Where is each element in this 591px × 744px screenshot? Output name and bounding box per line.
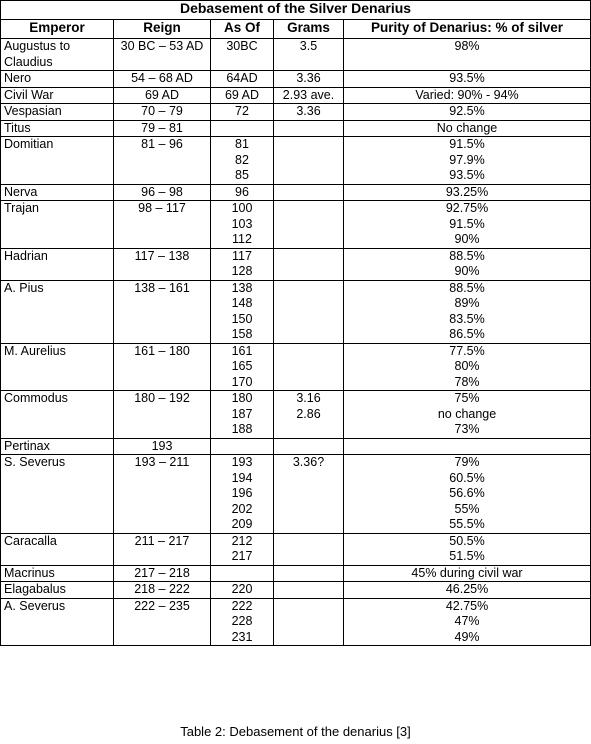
cell-as-of-line: 231 <box>231 629 253 644</box>
cell-purity-line: 93.5% <box>449 71 485 85</box>
cell-as-of-line: 187 <box>231 406 253 421</box>
cell-emperor: Civil War <box>1 87 114 104</box>
cell-grams-line: 3.5 <box>299 39 318 53</box>
table-row <box>1 39 591 71</box>
cell-as-of <box>211 533 274 565</box>
cell-reign: 218 – 222 <box>114 582 211 599</box>
cell-grams <box>274 438 344 455</box>
cell-as-of-line: 165 <box>231 359 253 373</box>
table-row <box>1 71 591 88</box>
table-row <box>1 104 591 121</box>
cell-reign: 217 – 218 <box>114 565 211 582</box>
cell-as-of <box>211 71 274 88</box>
cell-reign: 98 – 117 <box>114 201 211 249</box>
cell-grams-line: 3.16 <box>296 391 321 405</box>
cell-reign: 180 – 192 <box>114 391 211 439</box>
cell-emperor: Titus <box>1 120 114 137</box>
cell-as-of-line: 81 <box>235 137 249 151</box>
cell-as-of-line: 161 <box>231 343 253 358</box>
cell-reign: 70 – 79 <box>114 104 211 121</box>
cell-purity <box>344 582 591 599</box>
cell-as-of <box>211 39 274 71</box>
cell-grams <box>274 201 344 249</box>
cell-purity-line: 86.5% <box>449 327 485 341</box>
cell-reign: 69 AD <box>114 87 211 104</box>
cell-purity <box>344 280 591 343</box>
cell-purity-line: 42.75% <box>445 598 489 613</box>
cell-as-of-line: 217 <box>231 549 253 563</box>
cell-grams-line: 2.93 ave. <box>282 87 335 102</box>
cell-as-of-line: 212 <box>231 533 253 548</box>
cell-as-of-line: 30BC <box>226 39 258 53</box>
cell-as-of <box>211 565 274 582</box>
cell-purity-line: 45% during civil war <box>411 565 523 580</box>
cell-as-of-line: 100 <box>231 201 253 215</box>
cell-reign: 79 – 81 <box>114 120 211 137</box>
cell-emperor: Trajan <box>1 201 114 249</box>
table-row <box>1 280 591 343</box>
cell-as-of-line: 170 <box>231 374 253 389</box>
cell-purity-line: 55% <box>454 501 480 516</box>
cell-purity-line: 88.5% <box>449 248 485 263</box>
cell-as-of-line: 148 <box>231 296 253 310</box>
cell-as-of-line: 82 <box>235 152 249 167</box>
cell-as-of <box>211 120 274 137</box>
table-row <box>1 565 591 582</box>
cell-as-of-line: 222 <box>231 598 253 613</box>
header-emperor: Emperor <box>1 20 114 39</box>
cell-emperor: A. Pius <box>1 280 114 343</box>
cell-as-of <box>211 391 274 439</box>
cell-purity-line: 55.5% <box>449 517 485 531</box>
cell-purity-line: 88.5% <box>449 280 485 295</box>
table-row <box>1 455 591 534</box>
cell-reign: 161 – 180 <box>114 343 211 391</box>
cell-purity <box>344 343 591 391</box>
table-row <box>1 201 591 249</box>
cell-purity-line: 92.5% <box>449 104 485 118</box>
cell-purity-line: 49% <box>454 629 480 644</box>
cell-as-of-line: 158 <box>231 327 253 341</box>
table-row <box>1 438 591 455</box>
cell-purity-line: 73% <box>454 422 480 436</box>
cell-grams <box>274 280 344 343</box>
table-row <box>1 391 591 439</box>
cell-purity <box>344 455 591 534</box>
cell-purity-line: 91.5% <box>449 216 485 231</box>
table-caption: Table 2: Debasement of the denarius [3] <box>180 724 411 739</box>
cell-purity-line: 46.25% <box>445 582 489 596</box>
cell-emperor: Domitian <box>1 137 114 185</box>
cell-as-of-line: 85 <box>235 168 249 182</box>
cell-purity-line: Varied: 90% - 94% <box>415 87 519 102</box>
cell-reign: 138 – 161 <box>114 280 211 343</box>
cell-as-of-line: 103 <box>231 216 253 231</box>
cell-as-of-line: 193 <box>231 455 253 469</box>
cell-as-of-line: 112 <box>232 232 252 246</box>
cell-as-of <box>211 280 274 343</box>
cell-grams-line: 3.36 <box>296 71 321 85</box>
cell-reign: 211 – 217 <box>114 533 211 565</box>
cell-as-of-line: 196 <box>231 486 253 500</box>
cell-emperor: Augustus to Claudius <box>1 39 114 71</box>
cell-grams <box>274 565 344 582</box>
table-body <box>1 39 591 646</box>
cell-as-of-line: 188 <box>231 422 253 436</box>
cell-purity-line: 60.5% <box>449 470 485 485</box>
cell-as-of <box>211 137 274 185</box>
cell-as-of-line: 202 <box>231 501 253 516</box>
cell-purity-line: 90% <box>454 264 480 278</box>
cell-as-of-line: 220 <box>231 582 253 596</box>
cell-purity-line: 92.75% <box>445 201 489 215</box>
cell-grams <box>274 39 344 71</box>
cell-as-of-line: 72 <box>235 104 249 118</box>
cell-grams <box>274 120 344 137</box>
cell-as-of-line: 64AD <box>226 71 258 85</box>
cell-as-of-line: 128 <box>231 264 253 278</box>
cell-purity <box>344 120 591 137</box>
table-row <box>1 248 591 280</box>
cell-purity <box>344 438 591 455</box>
cell-emperor: Commodus <box>1 391 114 439</box>
cell-purity <box>344 184 591 201</box>
cell-as-of-line: 180 <box>231 391 253 405</box>
cell-as-of-line: 194 <box>231 470 253 485</box>
cell-as-of <box>211 438 274 455</box>
cell-as-of-line: 150 <box>231 311 253 326</box>
cell-as-of <box>211 455 274 534</box>
cell-purity-line: 98% <box>454 39 480 53</box>
cell-grams <box>274 71 344 88</box>
cell-purity-line: 56.6% <box>449 486 485 500</box>
cell-grams <box>274 343 344 391</box>
cell-purity <box>344 137 591 185</box>
cell-grams <box>274 137 344 185</box>
cell-purity <box>344 565 591 582</box>
cell-purity <box>344 87 591 104</box>
cell-reign: 193 <box>114 438 211 455</box>
cell-emperor: A. Severus <box>1 598 114 646</box>
cell-emperor: Caracalla <box>1 533 114 565</box>
table-title-row <box>1 1 591 20</box>
cell-as-of <box>211 248 274 280</box>
cell-as-of-line: 209 <box>231 517 253 531</box>
cell-purity-line: 89% <box>454 296 480 310</box>
cell-as-of <box>211 598 274 646</box>
cell-purity-line: 51.5% <box>449 549 485 563</box>
cell-grams-line: 2.86 <box>296 406 321 421</box>
cell-grams <box>274 248 344 280</box>
cell-purity-line: 75% <box>454 391 480 405</box>
cell-emperor: Pertinax <box>1 438 114 455</box>
cell-purity-line: no change <box>437 406 497 421</box>
cell-grams <box>274 582 344 599</box>
cell-as-of-line: 138 <box>231 280 253 295</box>
header-grams: Grams <box>274 20 344 39</box>
table-row <box>1 87 591 104</box>
cell-as-of <box>211 343 274 391</box>
cell-purity-line: 47% <box>454 614 480 628</box>
cell-grams <box>274 598 344 646</box>
cell-purity-line: No change <box>436 120 498 135</box>
table-row <box>1 184 591 201</box>
cell-emperor: S. Severus <box>1 455 114 534</box>
table-header-row <box>1 20 591 39</box>
cell-purity <box>344 39 591 71</box>
cell-emperor: Vespasian <box>1 104 114 121</box>
cell-reign: 193 – 211 <box>114 455 211 534</box>
cell-reign: 54 – 68 AD <box>114 71 211 88</box>
table-title: Debasement of the Silver Denarius <box>1 1 591 20</box>
table-row <box>1 137 591 185</box>
cell-purity <box>344 391 591 439</box>
cell-reign: 96 – 98 <box>114 184 211 201</box>
table-row <box>1 120 591 137</box>
header-purity: Purity of Denarius: % of silver <box>344 20 591 39</box>
cell-grams <box>274 87 344 104</box>
cell-emperor: M. Aurelius <box>1 343 114 391</box>
table-row <box>1 343 591 391</box>
cell-purity-line: 93.5% <box>449 168 485 182</box>
cell-purity <box>344 533 591 565</box>
cell-reign: 117 – 138 <box>114 248 211 280</box>
cell-as-of-line: 96 <box>235 184 249 199</box>
cell-purity-line: 83.5% <box>449 311 485 326</box>
cell-purity-line: 93.25% <box>445 184 489 199</box>
cell-emperor: Nero <box>1 71 114 88</box>
cell-emperor: Hadrian <box>1 248 114 280</box>
cell-purity-line: 91.5% <box>449 137 485 151</box>
cell-as-of-line: 117 <box>232 248 252 263</box>
cell-purity <box>344 201 591 249</box>
cell-purity-line: 78% <box>454 374 480 389</box>
cell-reign: 30 BC – 53 AD <box>114 39 211 71</box>
cell-grams <box>274 455 344 534</box>
cell-grams-line: 3.36? <box>292 455 325 469</box>
table-row <box>1 598 591 646</box>
cell-purity-line: 79% <box>454 455 480 469</box>
cell-emperor: Nerva <box>1 184 114 201</box>
cell-grams <box>274 391 344 439</box>
cell-as-of <box>211 184 274 201</box>
cell-purity <box>344 598 591 646</box>
cell-grams <box>274 184 344 201</box>
table-row <box>1 582 591 599</box>
cell-reign: 222 – 235 <box>114 598 211 646</box>
cell-emperor: Macrinus <box>1 565 114 582</box>
cell-as-of <box>211 582 274 599</box>
cell-purity-line: 97.9% <box>449 152 485 167</box>
cell-purity <box>344 248 591 280</box>
cell-grams-line: 3.36 <box>296 104 321 118</box>
cell-purity-line: 80% <box>454 359 480 373</box>
header-reign: Reign <box>114 20 211 39</box>
cell-as-of <box>211 201 274 249</box>
cell-as-of <box>211 87 274 104</box>
table-row <box>1 533 591 565</box>
cell-as-of <box>211 104 274 121</box>
cell-purity <box>344 104 591 121</box>
cell-purity-line: 50.5% <box>449 533 485 548</box>
cell-purity-line: 77.5% <box>449 343 485 358</box>
header-as-of: As Of <box>211 20 274 39</box>
cell-purity-line: 90% <box>454 232 480 246</box>
cell-purity <box>344 71 591 88</box>
cell-as-of-line: 69 AD <box>224 87 260 102</box>
cell-emperor: Elagabalus <box>1 582 114 599</box>
cell-grams <box>274 533 344 565</box>
cell-grams <box>274 104 344 121</box>
cell-as-of-line: 228 <box>231 614 253 628</box>
cell-reign: 81 – 96 <box>114 137 211 185</box>
